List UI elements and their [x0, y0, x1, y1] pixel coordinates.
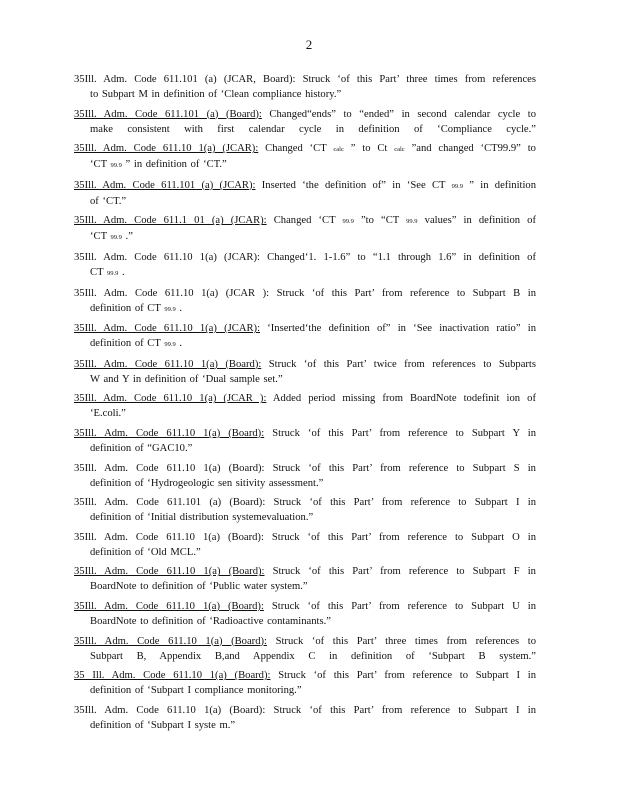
entry-continuation: BoardNote to definition of ‘Public water system.”	[90, 581, 308, 593]
amendment-entry	[74, 357, 536, 387]
entry-continuation: definition of ‘Old MCL.”	[90, 546, 201, 558]
amendment-entry	[74, 564, 536, 594]
change-description: Struck ‘of this Part’ from reference to Subpart F in	[272, 566, 536, 578]
amendment-entry	[74, 495, 536, 525]
entry-first-line	[74, 703, 536, 718]
code-citation: 35Ill. Adm. Code 611.10 1(a) (Board):	[74, 635, 267, 647]
code-citation: 35Ill. Adm. Code 611.10 1(a) (JCAR ):	[74, 393, 267, 405]
entry-continuation: make consistent with first calendar cycle in definition of ‘Compliance cycle.”	[90, 123, 536, 135]
change-description: Changed“ends” to “ended” in second calendar cycle to	[269, 108, 536, 120]
entry-first-line	[74, 634, 536, 649]
entry-first-line	[74, 564, 536, 579]
page-number: 2	[305, 37, 313, 52]
change-description: Struck ‘of this Part’ from reference to Subpart S in	[272, 462, 536, 474]
change-description: ‘Inserted‘the definition of” in ‘See inactivation ratio” in	[267, 323, 536, 335]
code-citation: 35 Ill. Adm. Code 611.10 1(a) (Board):	[74, 670, 271, 682]
amendment-entry	[74, 391, 536, 421]
entry-continuation: definition of “GAC10.”	[90, 442, 193, 454]
entry-first-line	[74, 599, 536, 614]
amendment-entry	[74, 250, 536, 281]
code-citation: 35Ill. Adm. Code 611.10 1(a) (Board):	[74, 427, 265, 439]
entry-first-line	[74, 213, 536, 229]
change-description: Struck ‘of this Part’ from reference to Subpart O in	[271, 531, 537, 543]
amendment-entry	[74, 461, 536, 491]
entry-continuation: to Subpart M in definition of ‘Clean compliance history.”	[90, 89, 342, 100]
change-description: Struck ‘of this Part’ three times from references to	[275, 635, 536, 647]
entry-first-line	[74, 250, 536, 265]
entry-continuation: ‘CT 99.9 .”	[90, 231, 133, 243]
code-citation: 35Ill. Adm. Code 611.101 (a) (JCAR):	[74, 179, 256, 191]
code-citation: 35Ill. Adm. Code 611.10 1(a) (Board):	[74, 462, 265, 474]
amendment-entry	[74, 286, 536, 317]
entry-continuation: of ‘CT.”	[90, 195, 127, 207]
entry-first-line	[74, 178, 536, 194]
amendment-entry	[74, 703, 536, 733]
amendment-entry	[74, 213, 536, 245]
code-citation: 35Ill. Adm. Code 611.10 1(a) (JCAR):	[74, 251, 260, 263]
entry-first-line	[74, 668, 536, 683]
change-description: Struck ‘of this Part’ from reference to Subpart U in	[271, 600, 537, 612]
entry-first-line	[74, 107, 536, 122]
entry-continuation: definition of ‘Subpart I compliance monitoring.”	[90, 685, 302, 697]
code-citation: 35Ill. Adm. Code 611.101 (a) (Board):	[74, 108, 262, 120]
amendment-entry	[74, 634, 536, 664]
amendment-entry	[74, 72, 536, 102]
code-citation: 35Ill. Adm. Code 611.10 1(a) (Board):	[74, 704, 266, 716]
entry-continuation: ‘CT 99.9 ” in definition of ‘CT.”	[90, 159, 227, 171]
entry-first-line	[74, 426, 536, 441]
entry-first-line	[74, 461, 536, 476]
change-description: Inserted ‘the definition of” in ‘See CT 99.9 ” in definition	[261, 179, 536, 191]
entry-continuation: CT 99.9 .	[90, 266, 125, 278]
amendment-entry	[74, 426, 536, 456]
code-citation: 35Ill. Adm. Code 611.10 1(a) (Board):	[74, 600, 264, 612]
code-citation: 35Ill. Adm. Code 611.10 1(a) (JCAR):	[74, 143, 259, 155]
entry-first-line	[74, 530, 536, 545]
entry-continuation: ‘E.coli.”	[90, 408, 126, 420]
code-citation: 35Ill. Adm. Code 611.10 1(a) (Board):	[74, 531, 264, 543]
code-citation: 35Ill. Adm. Code 611.10 1(a) (JCAR ):	[74, 287, 270, 299]
change-description: Struck ‘of this Part’ from reference to Subpart Y in	[272, 427, 536, 439]
entry-continuation: definition of ‘Initial distribution systemevaluation.”	[90, 512, 314, 524]
amendment-entry	[74, 599, 536, 629]
amendment-entry	[74, 107, 536, 137]
entry-continuation: definition of ‘Hydrogeologic sen sitivity assessment.”	[90, 477, 324, 489]
change-description: Added period missing from BoardNote todefinit ion of	[272, 393, 536, 405]
change-description: Struck ‘of this Part’ from reference to Subpart I in	[273, 704, 536, 716]
amendment-entry	[74, 178, 536, 209]
entry-first-line	[74, 357, 536, 372]
entry-first-line	[74, 391, 536, 406]
entry-continuation: definition of CT 99.9 .	[90, 302, 182, 314]
amendment-entry	[74, 141, 536, 173]
change-description: Changed ‘CT calc ” to Ct calc ”and changed ‘CT99.9” to	[265, 143, 536, 155]
code-citation: 35Ill. Adm. Code 611.101 (a) (Board):	[74, 497, 266, 509]
change-description: Struck ‘of this Part’ from reference to Subpart B in	[276, 287, 536, 299]
change-description: Struck ‘of this Part’ from reference to Subpart I in	[273, 497, 536, 509]
entry-continuation: definition of ‘Subpart I syste m.”	[90, 719, 236, 731]
entry-first-line	[74, 321, 536, 336]
entry-first-line	[74, 286, 536, 301]
entry-continuation: definition of CT 99.9 .	[90, 338, 182, 350]
amendment-entry	[74, 668, 536, 698]
amendment-entry	[74, 321, 536, 352]
code-citation: 35Ill. Adm. Code 611.10 1(a) (Board):	[74, 566, 265, 578]
entry-first-line	[74, 141, 536, 157]
entry-first-line	[74, 72, 536, 87]
entry-first-line	[74, 495, 536, 510]
code-citation: 35Ill. Adm. Code 611.10 1(a) (Board):	[74, 358, 262, 370]
change-description: Changed ‘CT 99.9 ”to “CT 99.9 values” in definition of	[273, 215, 536, 227]
entry-continuation: W and Y in definition of ‘Dual sample set.”	[90, 373, 283, 385]
entry-continuation: BoardNote to definition of ‘Radioactive contaminants.”	[90, 615, 331, 627]
change-description: Struck ‘of this Part’ twice from references to Subparts	[268, 358, 536, 370]
code-citation: 35Ill. Adm. Code 611.101 (a) (JCAR, Board):	[74, 74, 296, 85]
code-citation: 35Ill. Adm. Code 611.1 01 (a) (JCAR):	[74, 215, 267, 227]
change-description: Struck ‘of this Part’ three times from references	[302, 74, 536, 85]
change-description: Struck ‘of this Part’ from reference to Subpart I in	[278, 670, 537, 682]
change-description: Changed‘1. 1-1.6” to “1.1 through 1.6” in definition of	[267, 251, 536, 263]
amendment-list	[74, 72, 536, 737]
amendment-entry	[74, 530, 536, 560]
entry-continuation: Subpart B, Appendix B,and Appendix C in definition of ‘Subpart B system.”	[90, 650, 536, 662]
code-citation: 35Ill. Adm. Code 611.10 1(a) (JCAR):	[74, 323, 261, 335]
